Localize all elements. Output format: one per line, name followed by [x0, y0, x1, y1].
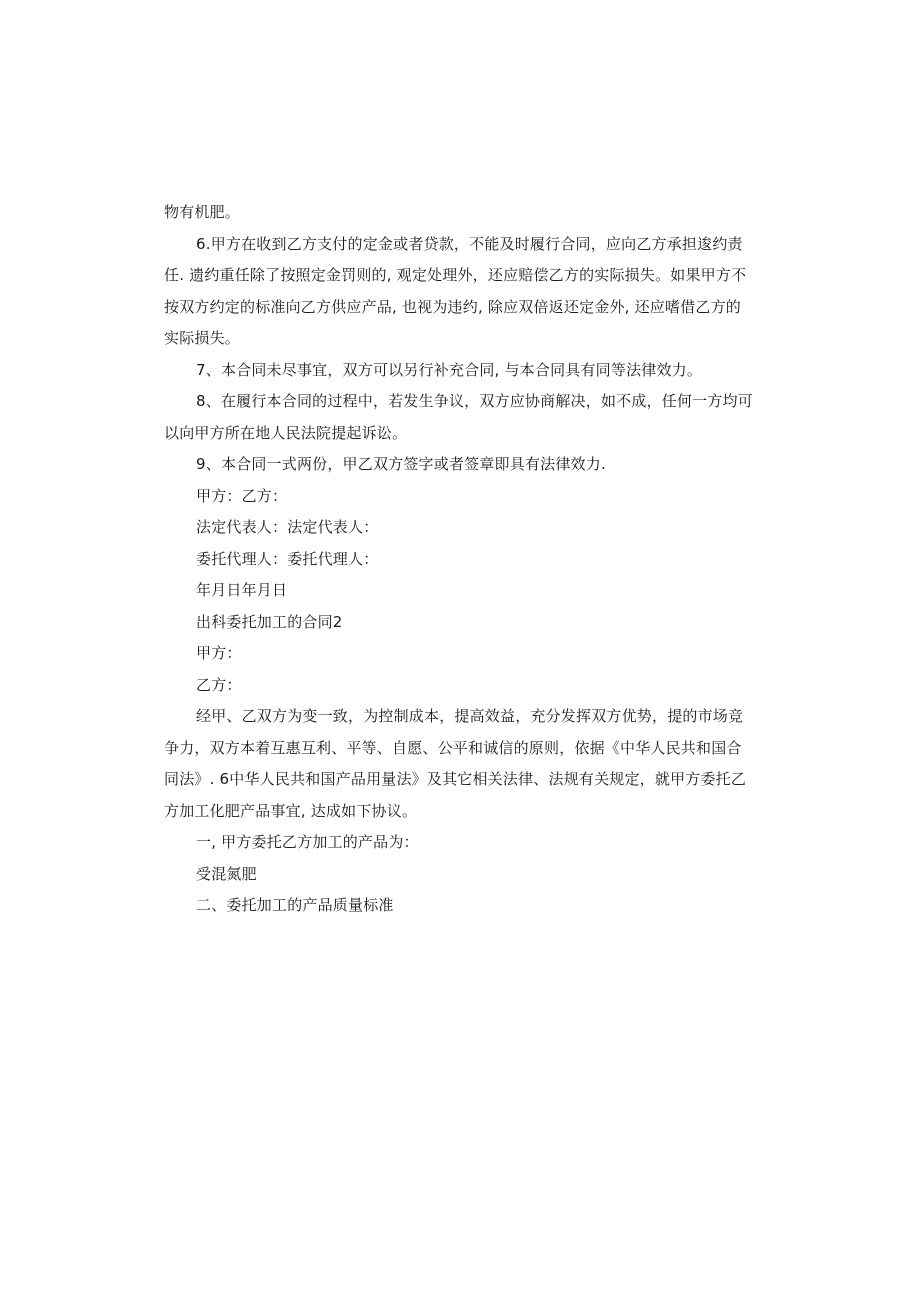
section-1-heading — [164, 827, 760, 859]
preamble — [164, 701, 760, 827]
paragraph-continuation — [164, 197, 760, 229]
signature-agent — [164, 544, 760, 576]
text-line: 受混氮肥 — [196, 864, 257, 883]
text-line: 法定代表人：法定代表人： — [196, 518, 379, 536]
text-line: 以向甲方所在地人民法院提起诉讼。 — [164, 423, 408, 442]
party-b-label — [164, 670, 760, 702]
text-line: 7、本合同未尽事宜，双方可以另行补充合同, 与本合同具有同等法律效力。 — [196, 360, 703, 379]
signature-legal-rep — [164, 512, 760, 544]
text-line: 物有机肥。 — [164, 203, 241, 221]
text-line: 年月日年月日 — [196, 581, 288, 599]
contract-text — [164, 197, 760, 922]
text-line: 乙方： — [196, 675, 242, 694]
text-line: 出科委托加工的合同2 — [196, 612, 343, 631]
clause-9 — [164, 449, 760, 481]
text-line: 9、本合同一式两份，甲乙双方签字或者签章即具有法律效力. — [196, 455, 606, 473]
text-line: 6.甲方在收到乙方支付的定金或者贷款，不能及时履行合同，应向乙方承担逡约责 — [196, 234, 743, 253]
text-line: 一, 甲方委托乙方加工的产品为： — [196, 833, 419, 851]
text-line: 争力，双方本着互惠互利、平等、自愿、公平和诚信的原则，依据《中华人民共和国合 — [164, 738, 742, 757]
text-line: 同法》. 6中华人民共和国产品用量法》及其它相关法律、法规有关规定，就甲方委托乙 — [164, 770, 747, 788]
party-a-label — [164, 638, 760, 670]
product-name — [164, 859, 760, 891]
text-line: 按双方约定的标准向乙方供应产品, 也视为违约, 除应双倍返还定金外, 还应嗜借乙方的 — [164, 297, 742, 316]
contract-2-title — [164, 607, 760, 639]
text-line: 二、委托加工的产品质量标准 — [196, 896, 394, 914]
text-line: 甲方：乙方： — [196, 486, 288, 505]
text-line: 甲方： — [196, 644, 242, 662]
section-2-heading — [164, 890, 760, 922]
text-line: 方加工化肥产品事宜, 达成如下协议。 — [164, 801, 418, 820]
text-line: 8、在履行本合同的过程中，若发生争议，双方应协商解决，如不成，任何一方均可 — [196, 392, 753, 410]
signature-parties — [164, 481, 760, 513]
text-line: 实际损失。 — [164, 329, 241, 347]
signature-date — [164, 575, 760, 607]
text-line: 任. 遗约重任除了按照定金罚则的, 观定处理外，还应赔偿乙方的实际损失。如果甲方不 — [164, 266, 747, 284]
text-line: 委托代理人：委托代理人： — [196, 549, 379, 568]
clause-7 — [164, 355, 760, 387]
clause-6 — [164, 229, 760, 355]
clause-8 — [164, 386, 760, 449]
text-line: 经甲、乙双方为变一致，为控制成本，提高效益，充分发挥双方优势，提的市场竞 — [196, 707, 744, 725]
